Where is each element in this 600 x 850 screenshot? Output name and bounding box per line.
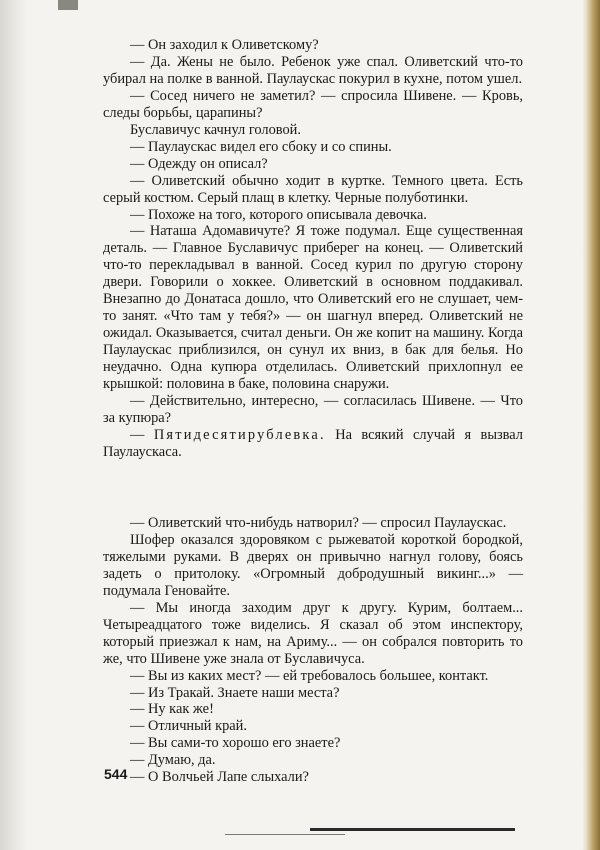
paragraph: — Мы иногда заходим друг к другу. Курим, болтаем... Четыреадцатого тоже виделись. Я сказал об этом инспектору, который приезжал к нам, на Ариму... — он собрался повторить то же, что Шивене уже знала от Буславичуса. <box>103 599 523 667</box>
paragraph-rest: На всякий случай я вызвал Паулаускаса. <box>103 426 523 460</box>
paragraph: Буславичус качнул головой. <box>130 121 301 138</box>
paragraph: — Паулаускас видел его сбоку и со спины. <box>130 138 392 155</box>
paragraph: — Сосед ничего не заметил? — спросила Шивене. — Кровь, следы борьбы, царапины? <box>103 87 523 121</box>
paragraph: — Отличный край. <box>130 718 247 735</box>
paragraph: — Из Тракай. Знаете наши места? <box>130 684 340 701</box>
paragraph: — Наташа Адомавичуте? Я тоже подумал. Еще существенная деталь. — Главное Буславичус приберег на конец. — Оливетский что-то перекладывал в ванной. Сосед курил по другую сторону двери. Говорили о хоккее. Оливетский в основном поддакивал. Внезапно до Донатаса дошло, что Оливетский его не слушает, чем-то занят. «Что там у тебя?» — он шагнул вперед. Оливетский не ожидал. Оказывается, считал деньги. Он же копит на машину. Когда Паулаускас приблизился, он сунул их вниз, в бак для белья. Но неудачно. Одна купюра отделилась. Оливетский прихлопнул ее крышкой: половина в баке, половина снаружи. <box>103 223 523 393</box>
paragraph-last <box>103 427 523 461</box>
page-edge-binding <box>582 0 600 850</box>
page-gutter-shadow <box>0 0 28 850</box>
scan-artifact-line <box>310 828 515 831</box>
paragraph: — Да. Жены не было. Ребенок уже спал. Оливетский что-то убирал на полке в ванной. Паулаускас покурил в кухне, потом ушел. <box>103 53 523 87</box>
paragraph: — Вы из каких мест? — ей требовалось большее, контакт. <box>130 667 489 684</box>
paragraph: — Он заходил к Оливетскому? <box>130 37 319 53</box>
paragraph: — Ну как же! <box>130 701 214 718</box>
text-section-2 <box>103 515 523 786</box>
dialogue-dash: — <box>130 426 154 443</box>
paragraph: — Думаю, да. <box>130 752 216 769</box>
paragraph: — Вы сами-то хорошо его знаете? <box>130 735 341 752</box>
scan-artifact-line <box>225 834 345 835</box>
paragraph: — Оливетский что-нибудь натворил? — спросил Паулаускас. <box>130 515 507 531</box>
paragraph: — Похоже на того, которого описывала девочка. <box>130 206 427 223</box>
text-section-1 <box>103 37 523 461</box>
scan-corner-mark <box>58 0 78 10</box>
paragraph: — Одежду он описал? <box>130 155 268 172</box>
page-number: 544 <box>104 766 128 782</box>
paragraph: — Оливетский обычно ходит в куртке. Темного цвета. Есть серый костюм. Серый плащ в клетку. Черные полуботинки. <box>103 172 523 206</box>
paragraph: — Действительно, интересно, — согласилась Шивене. — Что за купюра? <box>103 393 523 426</box>
paragraph: — О Волчьей Лапе слыхали? <box>130 769 309 786</box>
paragraph: Шофер оказался здоровяком с рыжеватой короткой бородкой, тяжелыми руками. В дверях он привычно нагнул голову, боясь задеть о притолоку. «Огромный добродушный викинг...» — подумала Геновайте. <box>103 531 523 599</box>
spaced-word: Пятидесятирублевка. <box>153 426 326 443</box>
